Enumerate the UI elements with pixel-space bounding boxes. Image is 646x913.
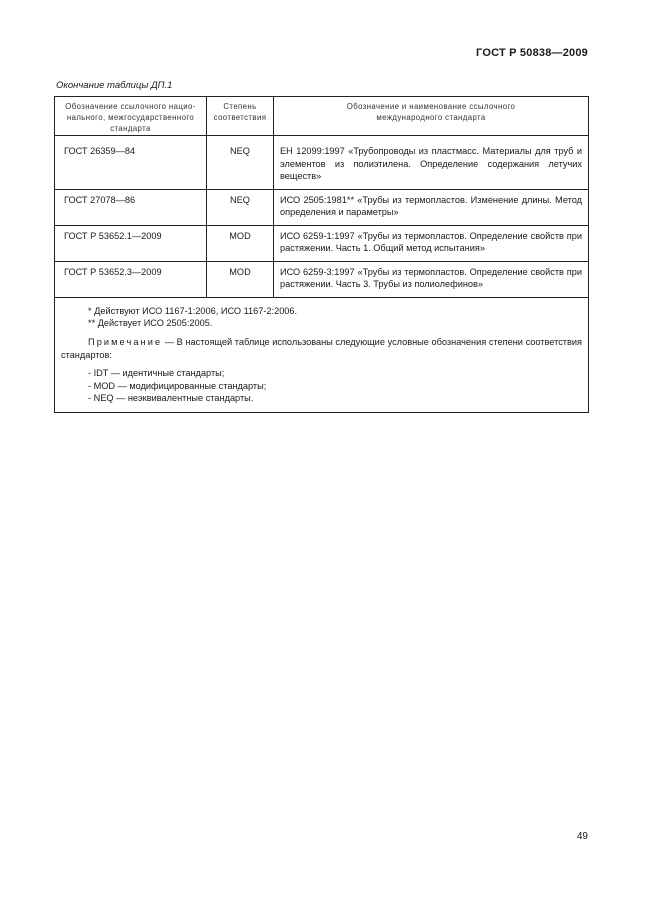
footnote: ** Действует ИСО 2505:2005.: [88, 317, 213, 328]
header-line: стандарта: [110, 124, 151, 133]
cell-standard: ГОСТ 26359—84: [55, 141, 207, 189]
header-line: международного стандарта: [376, 113, 486, 122]
legend-item: - MOD — модифицированные стандарты;: [88, 380, 267, 391]
cell-degree: NEQ: [207, 190, 274, 225]
note-paragraph: [61, 336, 582, 361]
standards-table: [54, 96, 589, 413]
cell-standard: ГОСТ Р 53652.1—2009: [55, 226, 207, 261]
legend-item: - NEQ — неэквивалентные стандарты.: [88, 392, 254, 403]
cell-standard: ГОСТ Р 53652.3—2009: [55, 262, 207, 297]
table-notes: [55, 298, 588, 413]
table-row: [55, 226, 588, 262]
header-line: Обозначение и наименование ссылочного: [346, 102, 516, 111]
legend-item: - IDT — идентичные стандарты;: [88, 368, 225, 379]
cell-standard: ГОСТ 27078—86: [55, 190, 207, 225]
cell-international: ЕН 12099:1997 «Трубопроводы из пластмасс. Материалы для труб и элементов из полиэтилена. Определение содержания летучих веществ»: [280, 146, 582, 181]
table-header-row: [55, 97, 588, 136]
header-degree: [207, 97, 274, 135]
cell-degree: MOD: [207, 226, 274, 261]
cell-international: ИСО 6259-3:1997 «Трубы из термопластов. Определение свойств при растяжении. Часть 3. Трубы из полиолефинов»: [280, 266, 582, 289]
header-line: Степень: [223, 102, 257, 111]
page-number: 49: [576, 831, 588, 842]
cell-degree: NEQ: [207, 141, 274, 189]
footnote: * Действуют ИСО 1167-1:2006, ИСО 1167-2:2006.: [88, 305, 298, 316]
table-caption: Окончание таблицы ДП.1: [56, 80, 173, 91]
note-text: — В настоящей таблице использованы следующие условные обозначения степени соответствия стандартов:: [61, 337, 582, 360]
header-line: Обозначение ссылочного нацио-: [65, 102, 196, 111]
table-row: [55, 141, 588, 190]
document-code: ГОСТ Р 50838—2009: [476, 47, 588, 59]
cell-international: ИСО 2505:1981** «Трубы из термопластов. Изменение длины. Метод определения и параметры»: [280, 194, 582, 217]
table-row: [55, 190, 588, 226]
header-line: соответствия: [213, 113, 267, 122]
header-international-standard: [274, 97, 588, 135]
table-notes-row: [55, 298, 588, 413]
note-label: Примечание: [88, 337, 163, 348]
table-row: [55, 262, 588, 298]
cell-international: ИСО 6259-1:1997 «Трубы из термопластов. Определение свойств при растяжении. Часть 1. Общий метод испытания»: [280, 230, 582, 253]
cell-degree: MOD: [207, 262, 274, 297]
header-national-standard: [55, 97, 207, 135]
header-line: нального, межгосударственного: [66, 113, 195, 122]
